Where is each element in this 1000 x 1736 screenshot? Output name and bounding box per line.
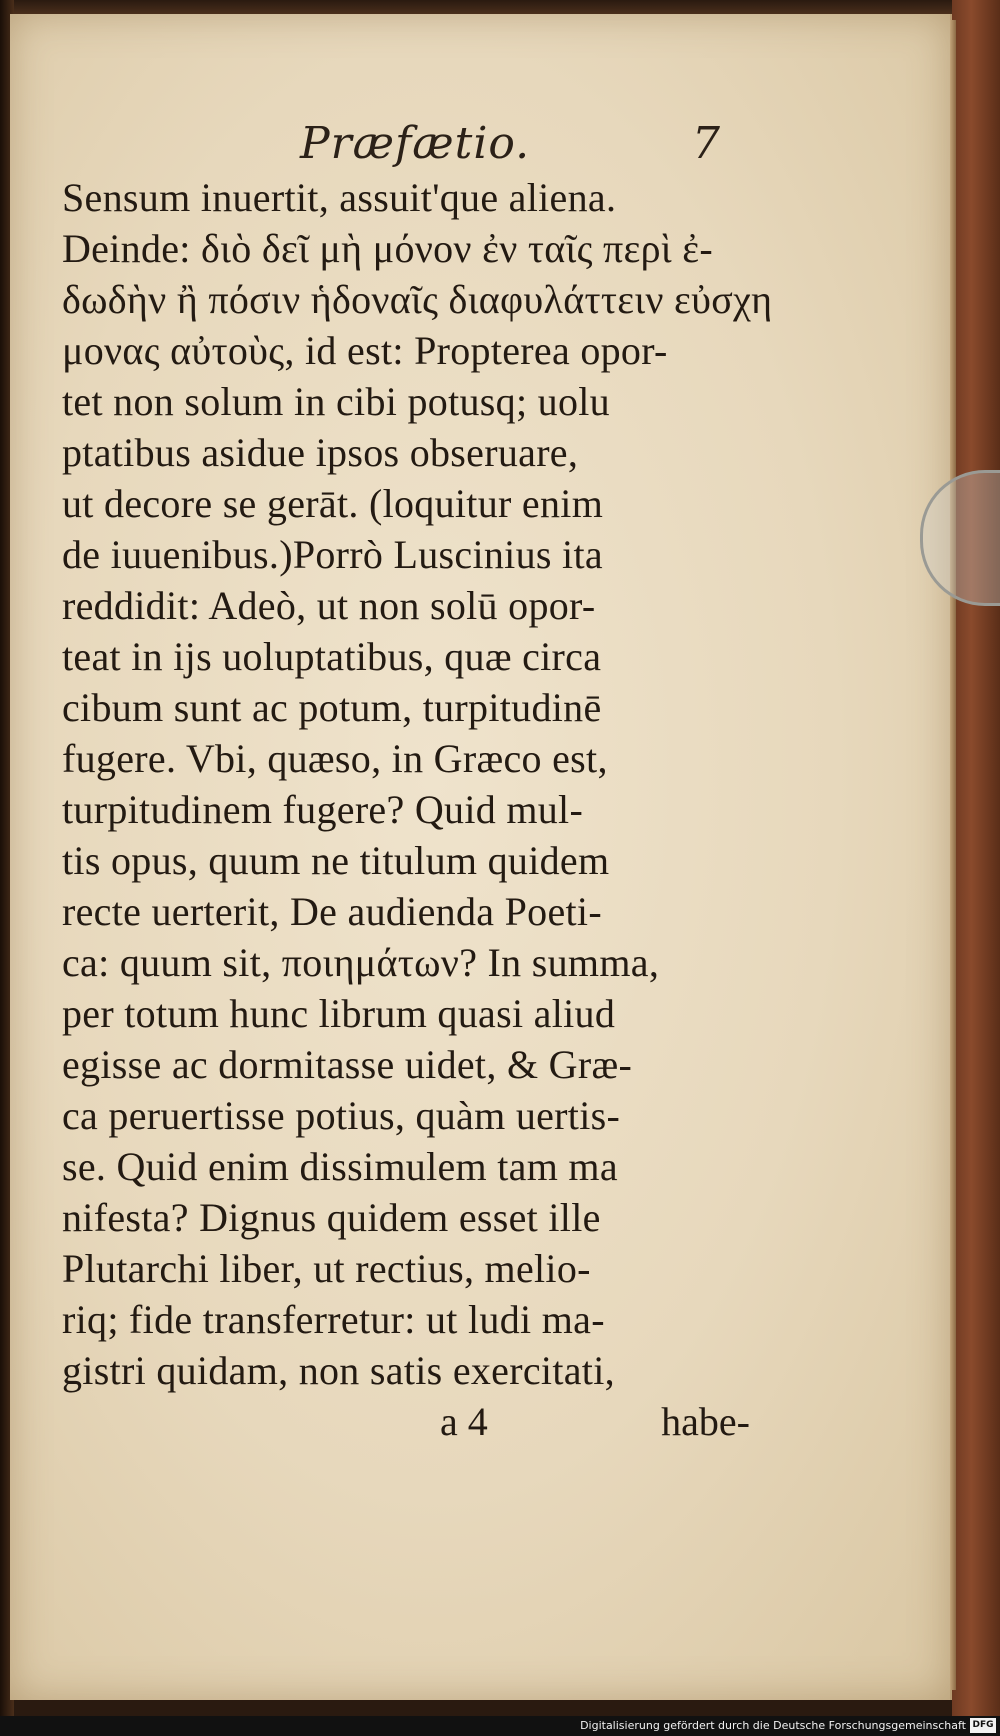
page-number: 7 <box>692 118 720 169</box>
text-line: egisse ac dormitasse uidet, & Græ- <box>62 1042 633 1087</box>
page-edge <box>950 20 956 1690</box>
text-line: de iuuenibus.)Porrò Luscinius ita <box>62 532 603 577</box>
text-line: tet non solum in cibi potusq; uolu <box>62 379 610 424</box>
text-line: ut decore se gerāt. (loquitur enim <box>62 481 604 526</box>
text-line: δωδὴν ἢ πόσιν ἡδοναῖς διαφυλάττειν εὐσχη <box>62 277 773 322</box>
text-line: riq; fide transferretur: ut ludi ma- <box>62 1297 605 1342</box>
running-title: Præfætio. <box>300 118 531 169</box>
text-line: μονας αὐτοὺς, id est: Propterea opor- <box>62 328 668 373</box>
text-line: ca peruertisse potius, quàm uertis- <box>62 1093 621 1138</box>
text-line: tis opus, quum ne titulum quidem <box>62 838 610 883</box>
running-head <box>300 114 720 174</box>
text-line: per totum hunc librum quasi aliud <box>62 991 616 1036</box>
text-line: fugere. Vbi, quæso, in Græco est, <box>62 736 608 781</box>
text-line: Sensum inuertit, assuit'que aliena. <box>62 175 617 220</box>
text-line: gistri quidam, non satis exercitati, <box>62 1348 615 1393</box>
text-line: reddidit: Adeò, ut non solū opor- <box>62 583 596 628</box>
book-binding-right <box>952 0 1000 1736</box>
text-line: ptatibus asidue ipsos obseruare, <box>62 430 579 475</box>
text-line: Plutarchi liber, ut rectius, melio- <box>62 1246 591 1291</box>
text-line: Deinde: διὸ δεῖ μὴ μόνον ἐν ταῖς περὶ ἐ- <box>62 226 713 271</box>
text-line: nifesta? Dignus quidem esset ille <box>62 1195 601 1240</box>
signature-mark: a 4 <box>440 1399 488 1444</box>
book-page <box>10 14 952 1700</box>
text-line: ca: quum sit, ποιημάτων? In summa, <box>62 940 660 985</box>
text-line: se. Quid enim dissimulem tam ma <box>62 1144 618 1189</box>
text-line: turpitudinem fugere? Quid mul- <box>62 787 584 832</box>
text-line: cibum sunt ac potum, turpitudinē <box>62 685 602 730</box>
page-foot <box>440 1398 750 1458</box>
text-block <box>62 172 773 1396</box>
catchword: habe- <box>661 1399 750 1444</box>
footer-credit: Digitalisierung gefördert durch die Deutsche Forschungsgemeinschaft <box>580 1719 966 1732</box>
text-line: teat in ijs uoluptatibus, quæ circa <box>62 634 602 679</box>
dfg-logo: DFG <box>970 1718 996 1733</box>
text-line: recte uerterit, De audienda Poeti- <box>62 889 602 934</box>
